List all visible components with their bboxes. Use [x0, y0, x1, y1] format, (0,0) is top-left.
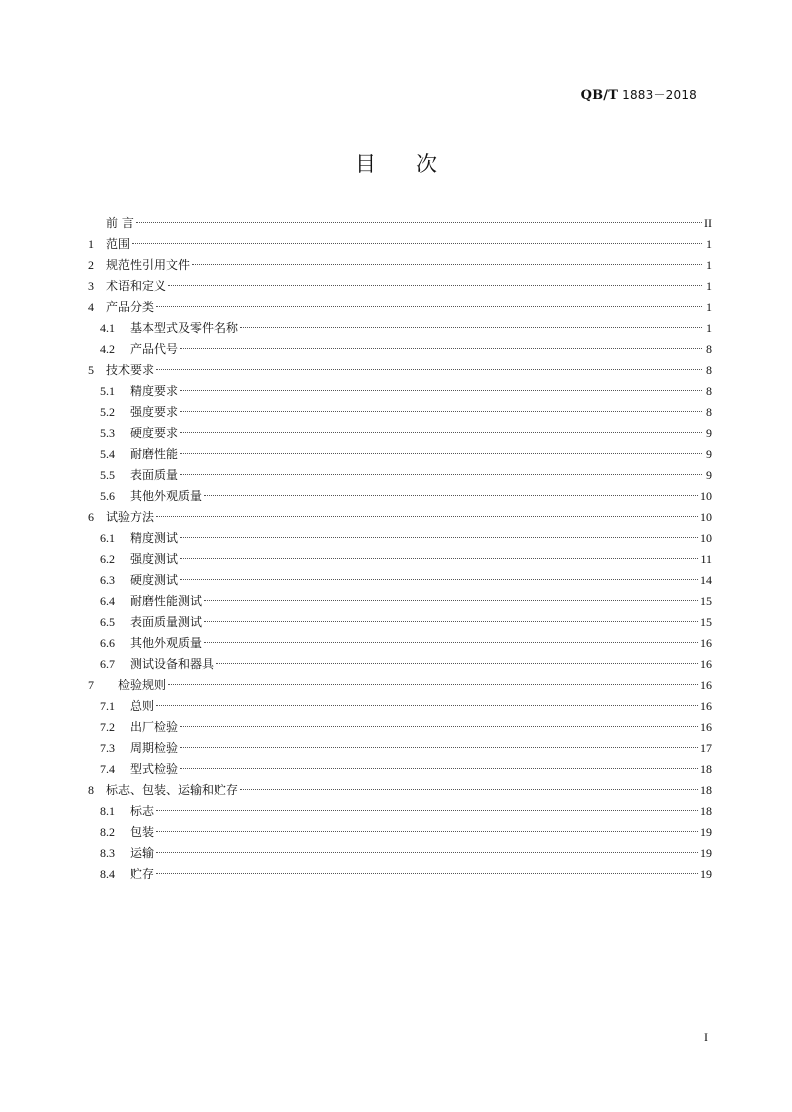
- toc-entry-number: 6.2: [100, 552, 115, 566]
- toc-entry-number: 6.1: [100, 531, 115, 545]
- toc-entry[interactable]: [88, 339, 712, 360]
- toc-entry[interactable]: [88, 234, 712, 255]
- toc-entry-label: 产品代号: [130, 342, 179, 356]
- toc-entry[interactable]: [88, 465, 712, 486]
- toc-entry-page: 15: [700, 615, 712, 629]
- toc-dot-leader: [156, 516, 698, 517]
- toc-entry[interactable]: [88, 255, 712, 276]
- toc-entry-number: 7.2: [100, 720, 115, 734]
- toc-entry-label: 产品分类: [106, 300, 155, 314]
- toc-entry-number: 6.7: [100, 657, 115, 671]
- toc-entry-page: 16: [700, 636, 712, 650]
- toc-entry[interactable]: [88, 276, 712, 297]
- toc-entry-number: 3: [88, 279, 94, 293]
- toc-entry-number: 5.6: [100, 489, 115, 503]
- toc-entry[interactable]: [88, 423, 712, 444]
- toc-entry[interactable]: [88, 549, 712, 570]
- table-of-contents: [88, 213, 712, 885]
- toc-entry-label: 运输: [130, 846, 155, 860]
- toc-entry[interactable]: [88, 759, 712, 780]
- toc-entry-page: 18: [700, 783, 712, 797]
- toc-entry-page: 8: [706, 363, 712, 377]
- toc-dot-leader: [180, 747, 698, 748]
- toc-entry[interactable]: [88, 360, 712, 381]
- toc-dot-leader: [180, 726, 698, 727]
- toc-entry[interactable]: [88, 318, 712, 339]
- toc-dot-leader: [156, 852, 698, 853]
- toc-entry-label: 硬度测试: [130, 573, 179, 587]
- toc-entry[interactable]: [88, 780, 712, 801]
- toc-entry-page: 8: [706, 405, 712, 419]
- toc-entry[interactable]: [88, 675, 712, 696]
- toc-entry-page: 10: [700, 531, 712, 545]
- toc-entry-page: 1: [706, 321, 712, 335]
- page-title: 目次: [355, 152, 477, 176]
- toc-dot-leader: [136, 222, 702, 223]
- toc-entry-number: 4: [88, 300, 94, 314]
- toc-entry-page: 11: [700, 552, 712, 566]
- toc-entry[interactable]: [88, 444, 712, 465]
- toc-dot-leader: [180, 390, 702, 391]
- toc-entry-number: 8: [88, 783, 94, 797]
- toc-dot-leader: [168, 285, 702, 286]
- toc-entry-label: 耐磨性能: [130, 447, 179, 461]
- toc-entry-number: 7.3: [100, 741, 115, 755]
- toc-entry-page: 18: [700, 762, 712, 776]
- toc-entry[interactable]: [88, 696, 712, 717]
- toc-entry-page: 18: [700, 804, 712, 818]
- toc-entry-number: 5: [88, 363, 94, 377]
- toc-entry-label: 其他外观质量: [130, 489, 203, 503]
- toc-entry-number: 4.2: [100, 342, 115, 356]
- toc-entry-number: 8.4: [100, 867, 115, 881]
- toc-entry-label: 强度要求: [130, 405, 179, 419]
- toc-entry[interactable]: [88, 507, 712, 528]
- toc-dot-leader: [156, 306, 702, 307]
- toc-entry-page: 16: [700, 678, 712, 692]
- toc-entry-number: 7.1: [100, 699, 115, 713]
- toc-entry[interactable]: [88, 213, 712, 234]
- standard-code: [581, 86, 697, 103]
- toc-entry-label: 基本型式及零件名称: [130, 321, 239, 335]
- toc-entry[interactable]: [88, 738, 712, 759]
- toc-dot-leader: [204, 642, 698, 643]
- toc-entry-label: 型式检验: [130, 762, 179, 776]
- toc-entry-label: 技术要求: [106, 363, 155, 377]
- toc-entry-number: 8.2: [100, 825, 115, 839]
- toc-entry-label: 标志、包装、运输和贮存: [106, 783, 239, 797]
- toc-dot-leader: [192, 264, 702, 265]
- toc-entry[interactable]: [88, 381, 712, 402]
- toc-dot-leader: [132, 243, 702, 244]
- toc-entry-page: 9: [706, 426, 712, 440]
- toc-dot-leader: [216, 663, 698, 664]
- toc-entry[interactable]: [88, 612, 712, 633]
- toc-entry-page: 8: [706, 342, 712, 356]
- toc-entry[interactable]: [88, 297, 712, 318]
- toc-entry-page: 14: [700, 573, 712, 587]
- toc-entry-page: 8: [706, 384, 712, 398]
- toc-dot-leader: [180, 432, 702, 433]
- toc-entry[interactable]: [88, 843, 712, 864]
- toc-entry-number: 8.3: [100, 846, 115, 860]
- toc-entry-label: 包装: [130, 825, 155, 839]
- toc-entry-label: 表面质量: [130, 468, 179, 482]
- toc-entry-label: 耐磨性能测试: [130, 594, 203, 608]
- toc-dot-leader: [180, 537, 698, 538]
- toc-entry-label: 测试设备和器具: [130, 657, 215, 671]
- toc-entry[interactable]: [88, 486, 712, 507]
- toc-entry-page: 1: [706, 258, 712, 272]
- page-number: I: [704, 1030, 708, 1044]
- toc-dot-leader: [240, 327, 702, 328]
- toc-dot-leader: [180, 768, 698, 769]
- toc-entry-number: 7: [88, 678, 94, 692]
- toc-entry-label: 总则: [130, 699, 155, 713]
- toc-entry-page: 19: [700, 846, 712, 860]
- toc-dot-leader: [240, 789, 698, 790]
- toc-entry-label: 硬度要求: [130, 426, 179, 440]
- toc-entry-page: 16: [700, 657, 712, 671]
- toc-entry[interactable]: [88, 801, 712, 822]
- toc-dot-leader: [180, 558, 698, 559]
- toc-dot-leader: [180, 411, 702, 412]
- toc-entry-number: 6.6: [100, 636, 115, 650]
- toc-entry-number: 8.1: [100, 804, 115, 818]
- toc-entry-label: 强度测试: [130, 552, 179, 566]
- toc-entry-label: 出厂检验: [130, 720, 179, 734]
- toc-entry-page: 15: [700, 594, 712, 608]
- toc-entry-number: 5.3: [100, 426, 115, 440]
- toc-dot-leader: [156, 369, 702, 370]
- toc-dot-leader: [168, 684, 698, 685]
- toc-entry-label: 前 言: [106, 216, 134, 230]
- toc-dot-leader: [180, 474, 702, 475]
- toc-entry[interactable]: [88, 822, 712, 843]
- toc-entry-page: 1: [706, 237, 712, 251]
- toc-dot-leader: [180, 348, 702, 349]
- toc-entry-number: 4.1: [100, 321, 115, 335]
- toc-dot-leader: [180, 453, 702, 454]
- toc-entry-number: 5.2: [100, 405, 115, 419]
- toc-entry-label: 术语和定义: [106, 279, 167, 293]
- toc-entry[interactable]: [88, 528, 712, 549]
- toc-entry-label: 表面质量测试: [130, 615, 203, 629]
- toc-entry-label: 贮存: [130, 867, 155, 881]
- toc-entry-label: 精度要求: [130, 384, 179, 398]
- toc-dot-leader: [204, 600, 698, 601]
- toc-entry[interactable]: [88, 402, 712, 423]
- toc-entry-label: 其他外观质量: [130, 636, 203, 650]
- toc-entry-page: 9: [706, 468, 712, 482]
- toc-entry-label: 试验方法: [106, 510, 155, 524]
- toc-entry-page: 10: [700, 489, 712, 503]
- toc-entry-page: 16: [700, 720, 712, 734]
- toc-entry-page: 19: [700, 825, 712, 839]
- toc-entry-page: 10: [700, 510, 712, 524]
- toc-entry-page: II: [704, 216, 712, 230]
- toc-dot-leader: [156, 873, 698, 874]
- toc-entry-page: 19: [700, 867, 712, 881]
- toc-dot-leader: [204, 621, 698, 622]
- toc-entry-label: 范围: [106, 237, 131, 251]
- toc-entry-number: 5.5: [100, 468, 115, 482]
- toc-entry[interactable]: [88, 570, 712, 591]
- toc-entry[interactable]: [88, 633, 712, 654]
- toc-entry-label: 规范性引用文件: [106, 258, 191, 272]
- toc-entry-number: 5.4: [100, 447, 115, 461]
- toc-entry-number: 2: [88, 258, 94, 272]
- toc-entry-number: 6.3: [100, 573, 115, 587]
- toc-entry-number: 6.4: [100, 594, 115, 608]
- toc-dot-leader: [156, 810, 698, 811]
- toc-entry[interactable]: [88, 591, 712, 612]
- toc-entry-page: 16: [700, 699, 712, 713]
- toc-entry-label: 检验规则: [118, 678, 167, 692]
- standard-number: 1883－2018: [622, 88, 697, 102]
- toc-entry-label: 标志: [130, 804, 155, 818]
- toc-entry-number: 5.1: [100, 384, 115, 398]
- toc-entry-number: 6: [88, 510, 94, 524]
- toc-dot-leader: [156, 705, 698, 706]
- toc-entry-label: 精度测试: [130, 531, 179, 545]
- toc-entry[interactable]: [88, 654, 712, 675]
- toc-dot-leader: [156, 831, 698, 832]
- toc-entry-page: 9: [706, 447, 712, 461]
- standard-prefix: QB/T: [580, 88, 619, 103]
- toc-entry-label: 周期检验: [130, 741, 179, 755]
- toc-entry-number: 7.4: [100, 762, 115, 776]
- toc-dot-leader: [180, 579, 698, 580]
- toc-dot-leader: [204, 495, 698, 496]
- toc-entry[interactable]: [88, 864, 712, 885]
- toc-entry-number: 1: [88, 237, 94, 251]
- toc-entry-number: 6.5: [100, 615, 115, 629]
- toc-entry-page: 1: [706, 279, 712, 293]
- toc-entry[interactable]: [88, 717, 712, 738]
- toc-entry-page: 1: [706, 300, 712, 314]
- toc-entry-page: 17: [700, 741, 712, 755]
